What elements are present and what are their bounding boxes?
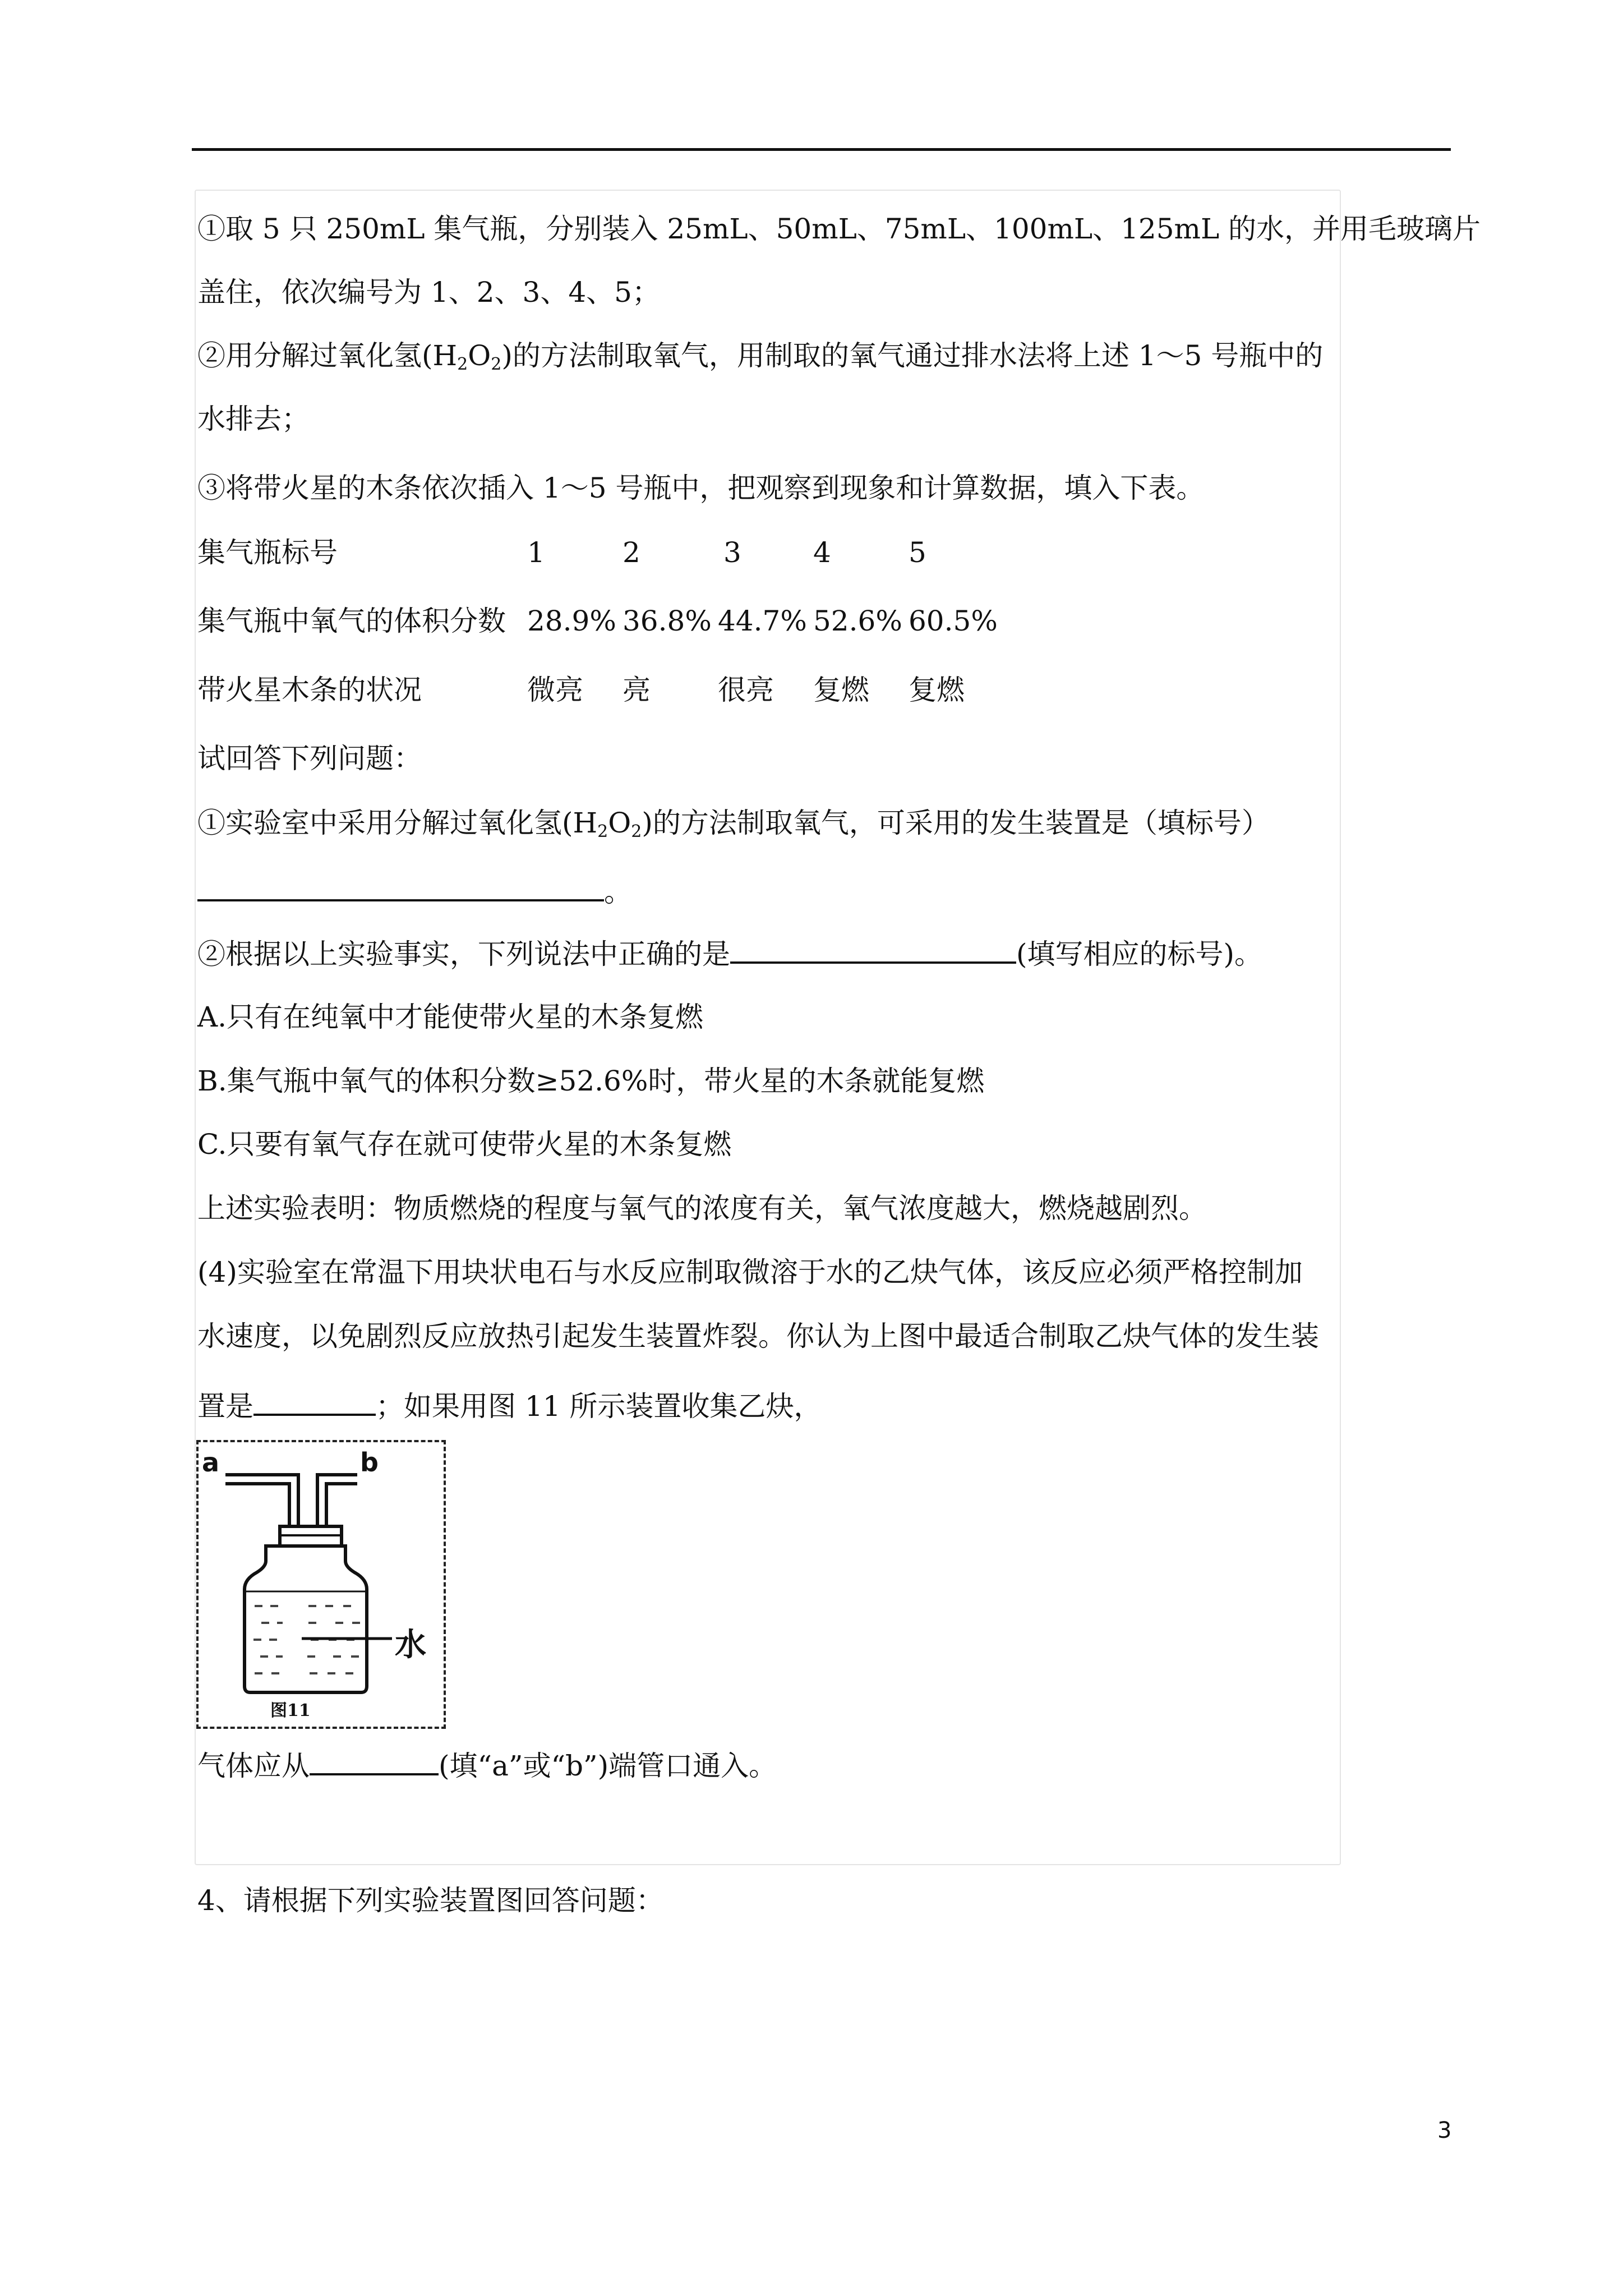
answer-blank-port[interactable] (310, 1747, 439, 1775)
question-1-line-1: ①实验室中采用分解过氧化氢$(H_2O_2)$的方法制取氧气，可采用的发生装置是（填标号） (197, 807, 1270, 841)
option-b: B.集气瓶中氧气的体积分数≥52.6%时，带火星的木条就能复燃 (197, 1065, 985, 1097)
option-c: C.只要有氧气存在就可使带火星的木条复燃 (197, 1128, 732, 1161)
question-4-line-4: 气体应从 (填“a”或“b”)端管口通入。 (197, 1747, 777, 1783)
question-4-line-2: 水速度，以免剧烈反应放热引起发生装置炸裂。你认为上图中最适合制取乙炔气体的发生装 (197, 1320, 1319, 1352)
step-1-line-1: ①取 5 只 250mL 集气瓶，分别装入 25mL、50mL、75mL、100mL、125mL 的水，并用毛玻璃片 (197, 213, 1481, 245)
questions-intro: 试回答下列问题： (197, 742, 422, 775)
step-2-line-2: 水排去； (197, 403, 310, 435)
header-rule (192, 148, 1451, 151)
port-b-label: b (360, 1447, 379, 1478)
bottle (245, 1546, 367, 1692)
row-1-cell-1: 1 (527, 536, 545, 569)
row-1-cell-5: 5 (909, 536, 926, 569)
question-4-line-3: 置是 ；如果用图 11 所示装置收集乙炔， (197, 1388, 822, 1423)
row-1-label: 集气瓶标号 (197, 536, 338, 569)
option-a: A.只有在纯氧中才能使带火星的木条复燃 (197, 1001, 704, 1033)
row-1-cell-2: 2 (623, 536, 640, 569)
answer-blank-q2[interactable] (730, 936, 1016, 964)
row-3-cell-3: 很亮 (718, 674, 774, 706)
conclusion-line: 上述实验表明：物质燃烧的程度与氧气的浓度有关，氧气浓度越大，燃烧越剧烈。 (197, 1192, 1207, 1225)
step-3-line: ③将带火星的木条依次插入 1～5 号瓶中，把观察到现象和计算数据，填入下表。 (197, 472, 1205, 504)
row-1-cell-4: 4 (813, 536, 831, 569)
gas-bottle-diagram (199, 1442, 444, 1727)
row-2-cell-2: 36.8% (623, 605, 712, 637)
figure-11 (196, 1440, 446, 1729)
row-3-cell-1: 微亮 (527, 674, 583, 706)
step-2-line-1: ②用分解过氧化氢$(H_2O_2)$的方法制取氧气，用制取的氧气通过排水法将上述 1～5 号瓶中的 (197, 339, 1324, 374)
answer-blank-device[interactable] (253, 1388, 376, 1416)
answer-blank-q1[interactable] (197, 873, 604, 901)
port-a-label: a (202, 1447, 220, 1478)
row-2-cell-1: 28.9% (527, 605, 616, 637)
question-4-line-1: (4)实验室在常温下用块状电石与水反应制取微溶于水的乙炔气体，该反应必须严格控制加 (197, 1256, 1303, 1289)
row-3-cell-4: 复燃 (813, 674, 869, 706)
row-2-label: 集气瓶中氧气的体积分数 (197, 605, 506, 637)
row-3-cell-5: 复燃 (909, 674, 965, 706)
question-2-line: ②根据以上实验事实，下列说法中正确的是 (填写相应的标号)。 (197, 936, 1262, 971)
row-2-cell-5: 60.5% (909, 605, 998, 637)
figure-caption: 图11 (270, 1701, 311, 1720)
step-1-line-2: 盖住，依次编号为 1、2、3、4、5； (197, 276, 660, 309)
row-2-cell-4: 52.6% (813, 605, 902, 637)
question-1-line-2: 。 (197, 873, 632, 909)
row-3-label: 带火星木条的状况 (197, 674, 422, 706)
water-label: 水 (395, 1627, 426, 1663)
row-2-cell-3: 44.7% (718, 605, 807, 637)
row-1-cell-3: 3 (723, 536, 741, 569)
next-question-heading: 4、请根据下列实验装置图回答问题： (197, 1884, 664, 1917)
outlet-tube-b (317, 1475, 357, 1526)
page-number: 3 (1437, 2118, 1452, 2143)
row-3-cell-2: 亮 (623, 674, 651, 706)
